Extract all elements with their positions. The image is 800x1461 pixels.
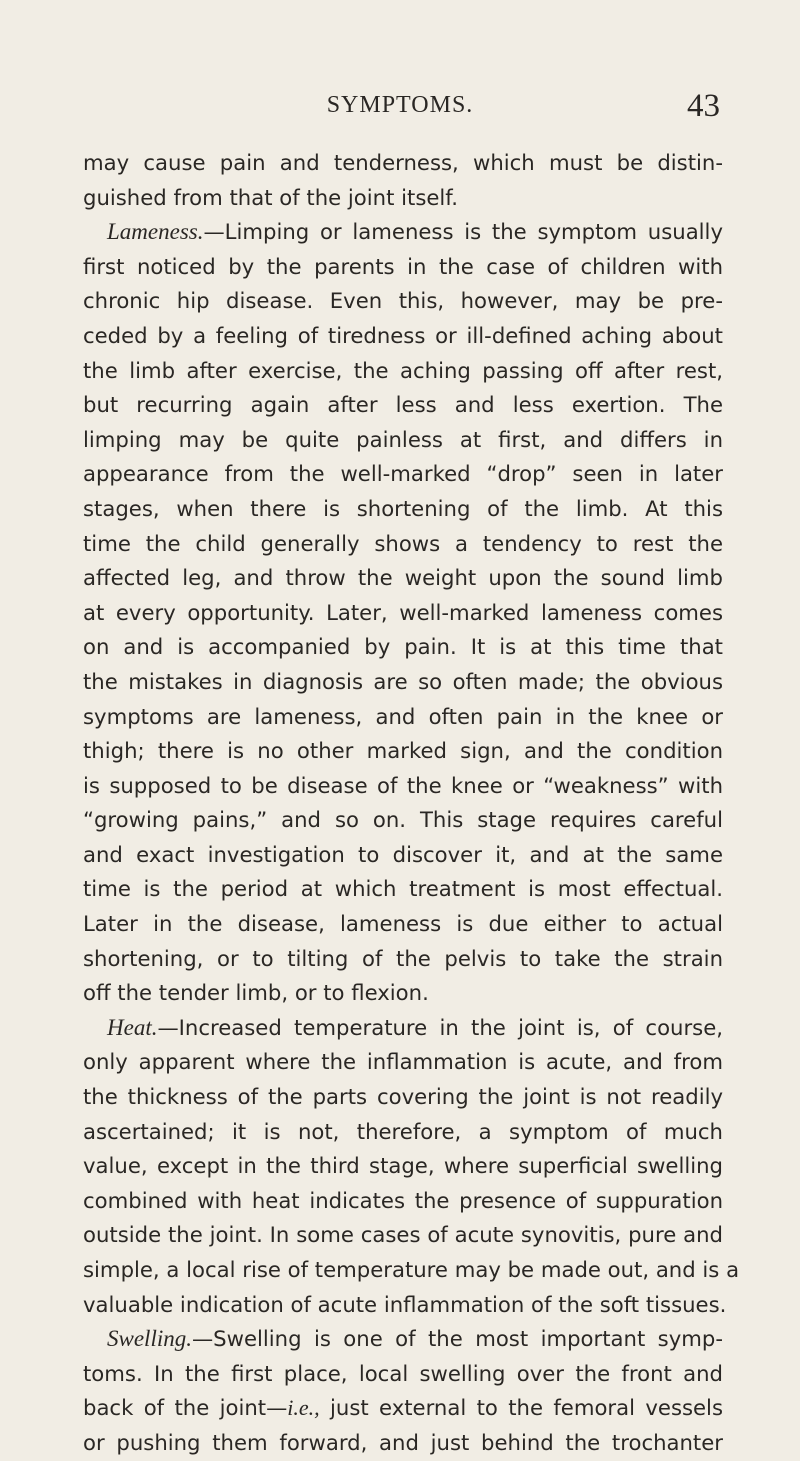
text-segment: ceded by a feeling of tiredness or ill-defined aching about (83, 322, 723, 348)
text-segment: may cause pain and tenderness, which must be distin- (83, 150, 723, 175)
text-segment: toms. In the first place, local swelling over the front and (83, 1360, 723, 1386)
text-line (83, 1115, 723, 1150)
text-line (83, 700, 723, 735)
text-line (83, 1357, 723, 1392)
text-segment: simple, a local rise of temperature may be made out, and is a (83, 1257, 740, 1282)
text-line (83, 492, 723, 527)
text-segment: chronic hip disease. Even this, however, may be pre- (83, 288, 723, 314)
text-segment: ascertained; it is not, therefore, a symptom of much (83, 1118, 723, 1144)
text-line (83, 250, 723, 285)
text-line (83, 596, 723, 631)
run-in-heading: Lameness. (107, 219, 204, 245)
text-segment: limping may be quite painless at first, and differs in (83, 426, 723, 452)
running-head (0, 88, 800, 128)
body-text (83, 146, 740, 1461)
text-line (83, 942, 723, 977)
text-segment: time is the period at which treatment is most effectual. (83, 876, 723, 902)
text-line (83, 665, 723, 700)
text-line (83, 630, 723, 665)
text-line (83, 561, 723, 596)
page-number: 43 (687, 88, 720, 124)
text-segment: only apparent where the inflammation is acute, and from (83, 1049, 723, 1075)
text-line (83, 1080, 723, 1115)
run-in-heading: Swelling. (107, 1326, 192, 1352)
text-segment: “growing pains,” and so on. This stage requires careful (83, 807, 723, 833)
text-line (83, 838, 723, 873)
text-segment: the thickness of the parts covering the joint is not readily (83, 1084, 723, 1110)
text-segment: Later in the disease, lameness is due either to actual (83, 911, 723, 937)
text-segment: but recurring again after less and less exertion. The (83, 392, 723, 418)
text-line (83, 1218, 723, 1253)
text-line (83, 1149, 723, 1184)
text-segment: or pushing them forward, and just behind the trochanter (83, 1429, 723, 1455)
text-line (83, 388, 723, 423)
text-segment: off the tender limb, or to flexion. (83, 980, 429, 1006)
text-segment: shortening, or to tilting of the pelvis to take the strain (83, 945, 723, 971)
text-segment: valuable indication of acute inflammation of the soft tissues. (83, 1291, 727, 1317)
text-line (83, 354, 723, 389)
text-line (83, 1426, 723, 1461)
text-line (83, 803, 723, 838)
italic-text: i.e., (287, 1395, 320, 1421)
text-segment: appearance from the well-marked “drop” seen in later (83, 461, 723, 487)
text-line (83, 319, 723, 354)
text-line (83, 423, 723, 458)
text-segment: —Increased temperature in the joint is, of course, (157, 1014, 723, 1040)
text-segment: first noticed by the parents in the case of children with (83, 253, 723, 279)
text-line (83, 215, 723, 250)
text-segment: time the child generally shows a tendency to rest the (83, 530, 723, 556)
text-line (83, 1045, 723, 1080)
text-line (83, 1184, 723, 1219)
text-segment: —Swelling is one of the most important symp- (191, 1326, 723, 1352)
text-segment: stages, when there is shortening of the limb. At this (83, 495, 723, 521)
text-line (83, 1288, 727, 1323)
text-line (83, 907, 723, 942)
text-line (83, 1322, 723, 1357)
text-line (83, 976, 723, 1011)
text-line (83, 181, 723, 216)
text-segment: thigh; there is no other marked sign, and the condition (83, 738, 723, 764)
text-segment: at every opportunity. Later, well-marked lameness comes (83, 599, 723, 625)
text-segment: the mistakes in diagnosis are so often made; the obvious (83, 668, 723, 694)
text-segment: symptoms are lameness, and often pain in the knee or (83, 703, 723, 729)
text-segment: outside the joint. In some cases of acute synovitis, pure and (83, 1222, 723, 1248)
text-line (83, 284, 723, 319)
text-line (83, 1253, 740, 1288)
text-segment: is supposed to be disease of the knee or “weakness” with (83, 772, 723, 798)
text-segment: affected leg, and throw the weight upon the sound limb (83, 565, 723, 591)
text-segment: guished from that of the joint itself. (83, 184, 458, 210)
chapter-title: SYMPTOMS. (326, 92, 474, 118)
text-line (83, 1011, 723, 1046)
text-segment: the limb after exercise, the aching passing off after rest, (83, 357, 723, 383)
text-segment: value, except in the third stage, where superficial swelling (83, 1153, 723, 1179)
text-line (83, 872, 723, 907)
text-segment: back of the joint— (83, 1395, 288, 1421)
text-line (83, 527, 723, 562)
text-line (83, 1391, 723, 1426)
run-in-heading: Heat. (107, 1014, 158, 1040)
text-line (83, 457, 723, 492)
text-line (83, 769, 723, 804)
text-segment: on and is accompanied by pain. It is at this time that (83, 634, 723, 660)
text-segment: combined with heat indicates the presence of suppuration (83, 1187, 723, 1213)
text-segment: and exact investigation to discover it, and at the same (83, 841, 723, 867)
text-line (83, 734, 723, 769)
text-line (83, 146, 723, 181)
text-segment: just external to the femoral vessels (319, 1395, 723, 1421)
text-segment: —Limping or lameness is the symptom usually (203, 219, 723, 245)
